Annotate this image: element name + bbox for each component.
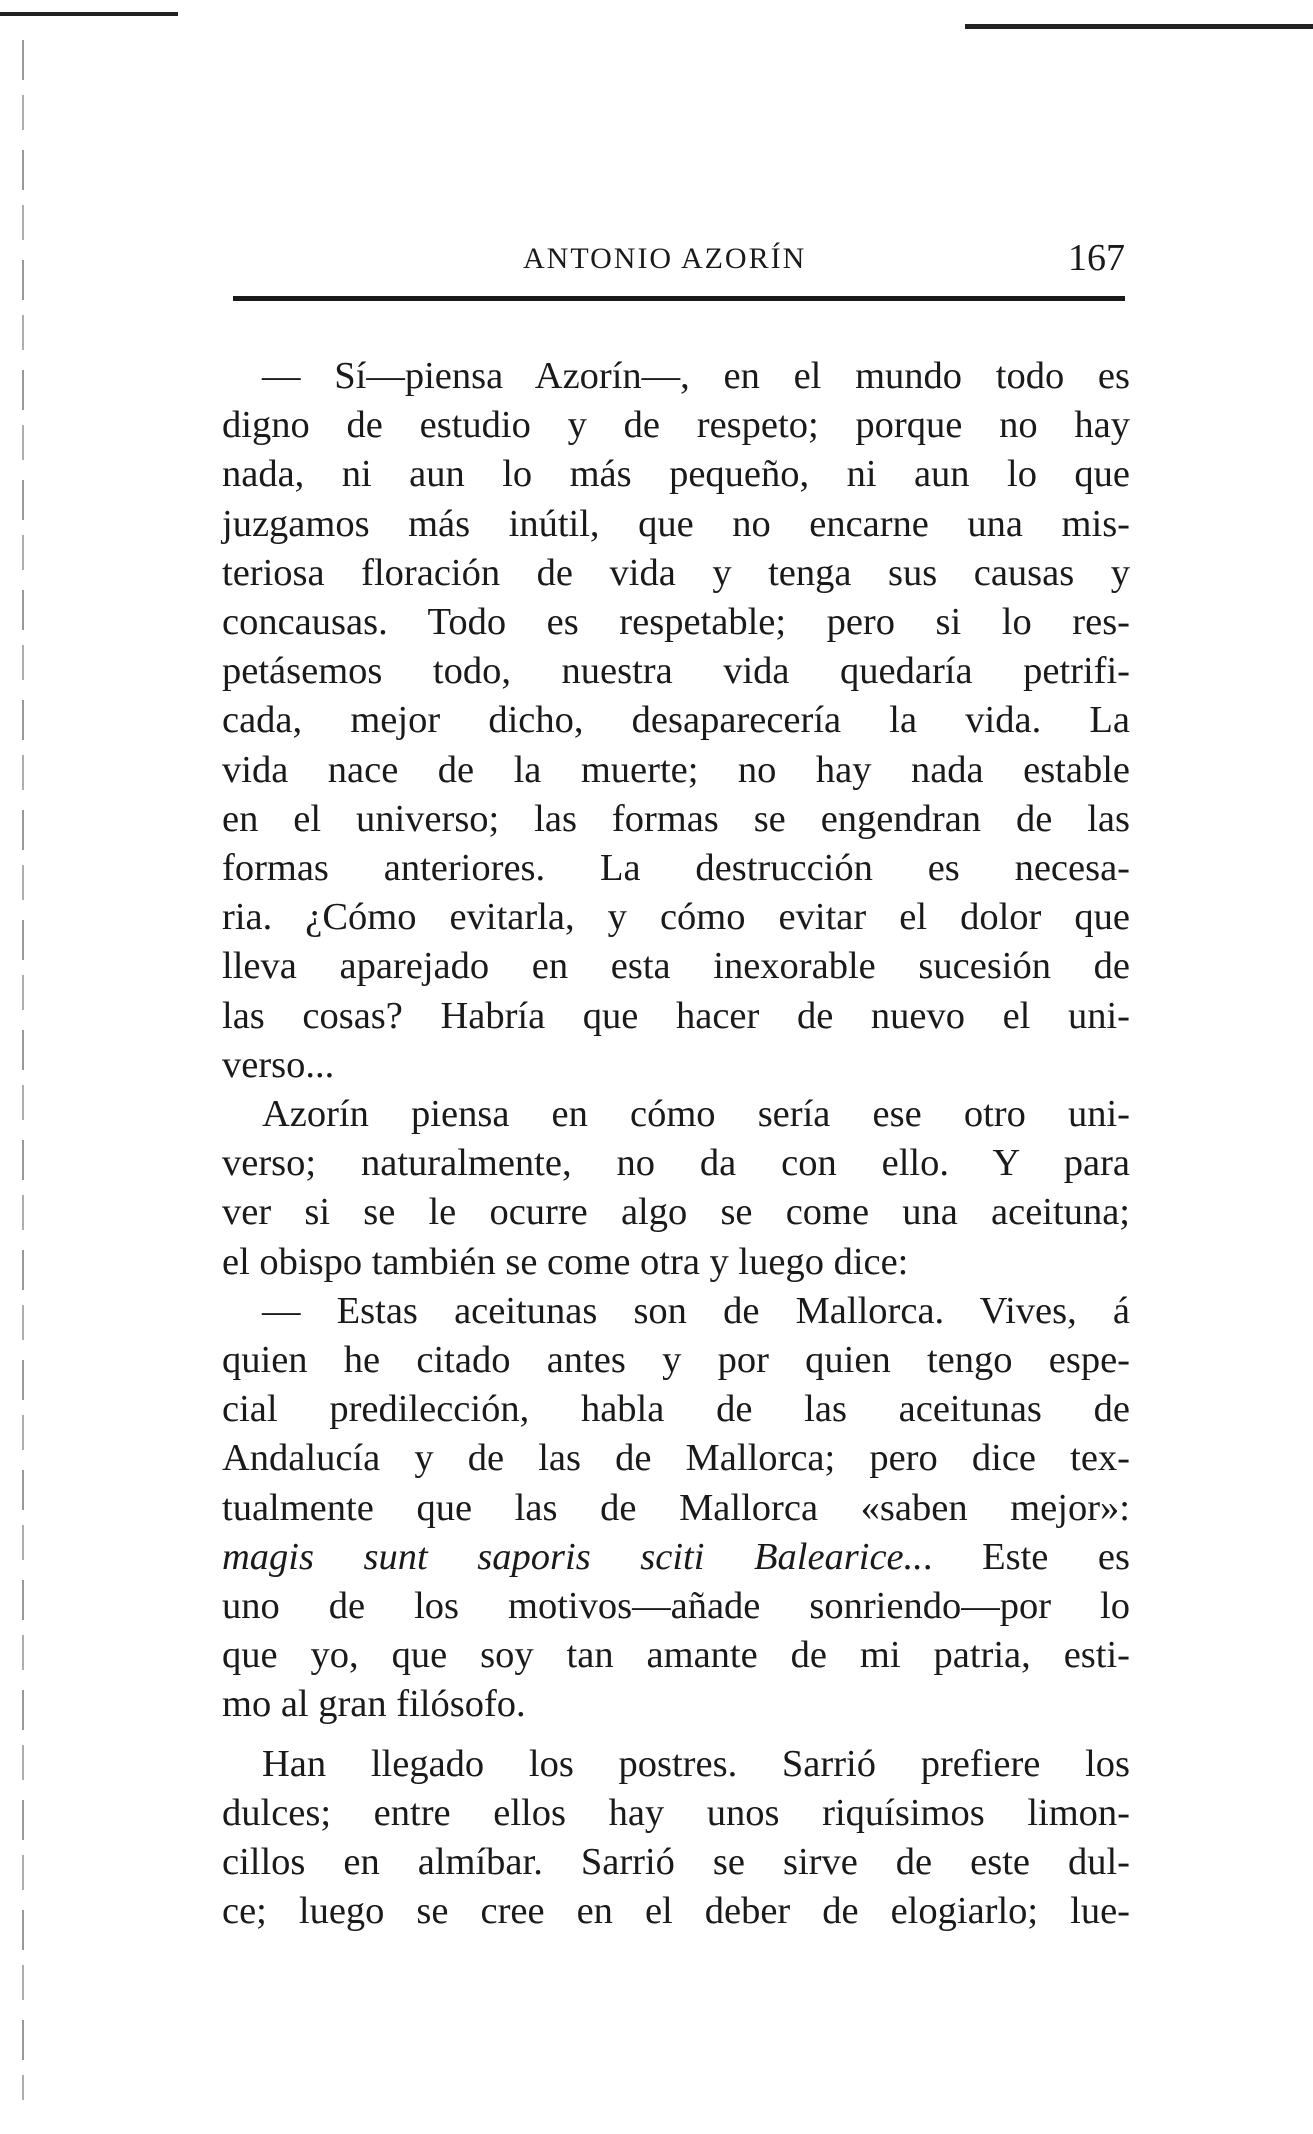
- latin-quote: magis sunt saporis sciti Balearice..: [222, 1535, 923, 1578]
- body-text: [222, 352, 1130, 1937]
- text-line: vida nace de la muerte; no hay nada estable: [222, 748, 1130, 791]
- top-left-scan-rule: [0, 12, 178, 16]
- text-line: quien he citado antes y por quien tengo espe-: [222, 1339, 1130, 1382]
- text-line-with-latin-quote: [222, 1533, 1130, 1582]
- text-line: ver si se le ocurre algo se come una aceituna;: [222, 1191, 1130, 1234]
- quote-continuation: . Este es: [922, 1535, 1131, 1578]
- text-line: Andalucía y de las de Mallorca; pero dice tex-: [222, 1437, 1130, 1480]
- text-line: ria. ¿Cómo evitarla, y cómo evitar el dolor que: [222, 896, 1130, 939]
- header-rule: [233, 296, 1125, 301]
- running-title: ANTONIO AZORÍN: [523, 242, 807, 275]
- page-header: [233, 236, 1125, 284]
- page-number: 167: [1068, 237, 1125, 279]
- text-line: — Sí—piensa Azorín—, en el mundo todo es: [262, 355, 1130, 397]
- text-line: mo al gran filósofo.: [222, 1683, 526, 1726]
- binding-edge: [22, 40, 24, 2100]
- text-line: digno de estudio y de respeto; porque no hay: [222, 404, 1130, 447]
- text-line: dulces; entre ellos hay unos riquísimos limon-: [222, 1791, 1130, 1834]
- text-line: cial predilección, habla de las aceitunas de: [222, 1388, 1130, 1431]
- text-line: lleva aparejado en esta inexorable sucesión de: [222, 945, 1130, 988]
- text-line: Han llegado los postres. Sarrió prefiere los: [262, 1742, 1130, 1785]
- text-line: Azorín piensa en cómo sería ese otro uni-: [262, 1093, 1130, 1136]
- text-line: uno de los motivos—añade sonriendo—por lo: [222, 1585, 1130, 1628]
- text-line: verso...: [222, 1043, 335, 1086]
- text-line: tualmente que las de Mallorca «saben mejor»:: [222, 1486, 1130, 1529]
- text-line: concausas. Todo es respetable; pero si lo res-: [222, 601, 1130, 644]
- text-line: teriosa floración de vida y tenga sus causas y: [222, 551, 1130, 594]
- text-line: formas anteriores. La destrucción es necesa-: [222, 847, 1130, 890]
- text-line: petásemos todo, nuestra vida quedaría petrifi-: [222, 650, 1130, 693]
- text-line: cada, mejor dicho, desaparecería la vida. La: [222, 699, 1130, 742]
- text-line: juzgamos más inútil, que no encarne una mis-: [222, 502, 1130, 545]
- text-line: que yo, que soy tan amante de mi patria, esti-: [222, 1634, 1130, 1677]
- text-line: ce; luego se cree en el deber de elogiarlo; lue-: [222, 1890, 1130, 1933]
- text-line: — Estas aceitunas son de Mallorca. Vives, á: [262, 1289, 1130, 1332]
- text-line: en el universo; las formas se engendran de las: [222, 797, 1130, 840]
- text-line: verso; naturalmente, no da con ello. Y para: [222, 1142, 1130, 1185]
- top-right-scan-rule: [965, 24, 1313, 29]
- text-line: cillos en almíbar. Sarrió se sirve de este dul-: [222, 1841, 1130, 1884]
- text-line: nada, ni aun lo más pequeño, ni aun lo que: [222, 453, 1130, 496]
- text-line: las cosas? Habría que hacer de nuevo el uni-: [222, 994, 1130, 1037]
- text-line: el obispo también se come otra y luego dice:: [222, 1240, 909, 1283]
